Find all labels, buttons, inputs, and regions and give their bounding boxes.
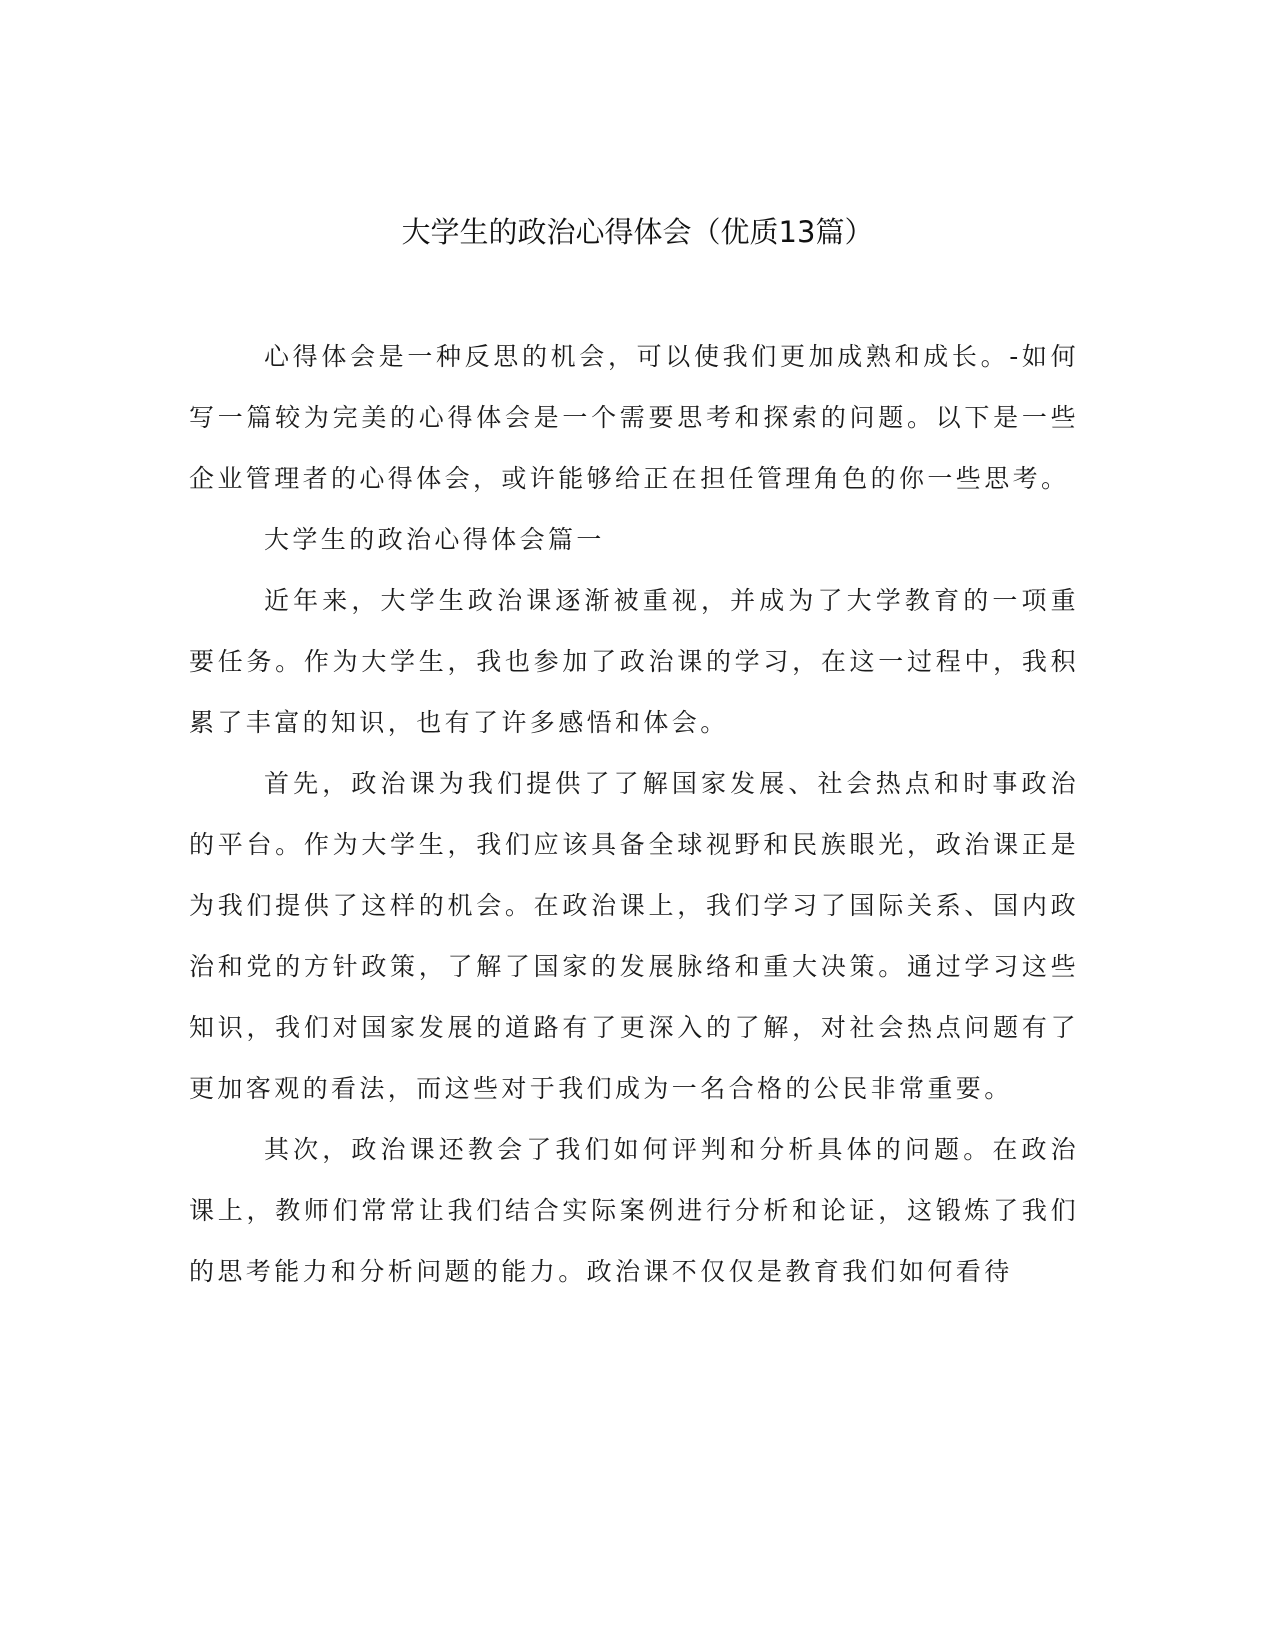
intro-paragraph: 心得体会是一种反思的机会，可以使我们更加成熟和成长。-如何写一篇较为完美的心得体会是一个需要思考和探索的问题。以下是一些企业管理者的心得体会，或许能够给正在担任管理角色的你一些思考。 bbox=[189, 342, 1079, 493]
body-paragraph: 其次，政治课还教会了我们如何评判和分析具体的问题。在政治课上，教师们常常让我们结合实际案例进行分析和论证，这锻炼了我们的思考能力和分析问题的能力。政治课不仅仅是教育我们如何看待 bbox=[189, 1135, 1079, 1286]
document-title: 大学生的政治心得体会（优质13篇） bbox=[401, 215, 874, 249]
body-paragraph: 首先，政治课为我们提供了了解国家发展、社会热点和时事政治的平台。作为大学生，我们应该具备全球视野和民族眼光，政治课正是为我们提供了这样的机会。在政治课上，我们学习了国际关系、国内政治和党的方针政策，了解了国家的发展脉络和重大决策。通过学习这些知识，我们对国家发展的道路有了更深入的了解，对社会热点问题有了更加客观的看法，而这些对于我们成为一名合格的公民非常重要。 bbox=[189, 769, 1079, 1103]
document-body bbox=[189, 326, 1079, 1302]
section-heading: 大学生的政治心得体会篇一 bbox=[264, 525, 605, 554]
body-paragraph: 近年来，大学生政治课逐渐被重视，并成为了大学教育的一项重要任务。作为大学生，我也参加了政治课的学习，在这一过程中，我积累了丰富的知识，也有了许多感悟和体会。 bbox=[189, 586, 1079, 737]
